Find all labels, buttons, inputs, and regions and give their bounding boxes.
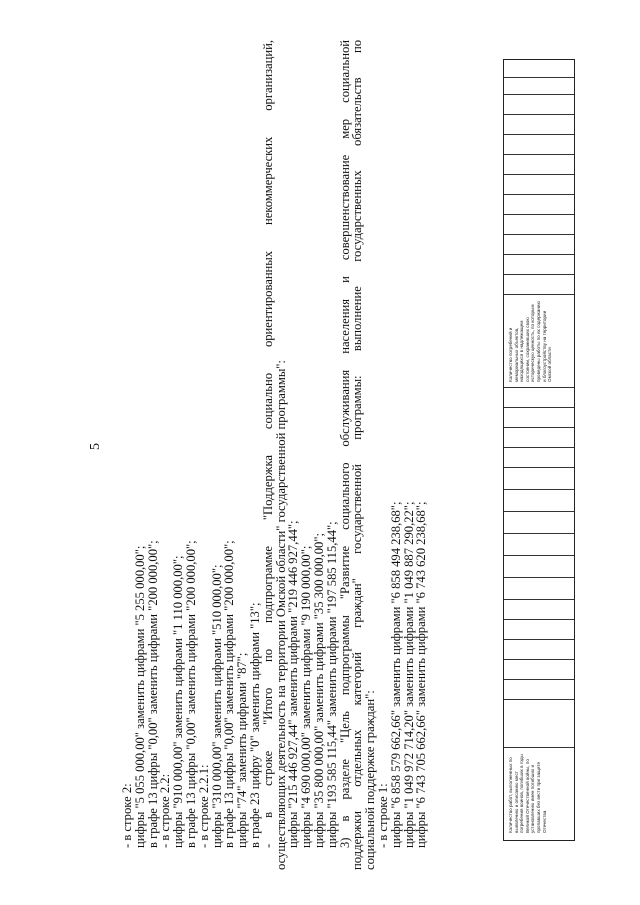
table-column-divider: [504, 489, 574, 490]
table-column-divider: [504, 234, 574, 235]
table-column-divider: [504, 679, 574, 680]
text-line: цифры "1 049 972 714,20" заменить цифрами "1 049 887 290,22";: [401, 501, 416, 848]
text-line: цифры "193 585 115,44" заменить цифрами "197 585 115,44";: [324, 521, 339, 848]
table-column-divider: [504, 619, 574, 620]
table-cell-text: Количество работ, выполненных по выявлению и описанию мест погребения воинов, погибших в годы Великой Отечественной войны, по установлению имен погибших и пропавших без вести при защите Отечества: [508, 754, 547, 833]
table-column-divider: [504, 699, 574, 700]
text-line: - в строке 2.2.1:: [196, 764, 211, 848]
table-column-divider: [504, 599, 574, 600]
table-column-divider: [504, 555, 574, 556]
text-line: цифры "5 055 000,00" заменить цифрами "5 255 000,00";: [132, 545, 147, 848]
table-column-divider: [504, 747, 574, 748]
text-line: в графе 13 цифры "0,00" заменить цифрами "200 000,00";: [222, 540, 237, 848]
amendment-text: [121, 40, 428, 870]
table-column-divider: [504, 533, 574, 534]
table-fragment: [503, 59, 575, 841]
text-line: цифры "6 858 579 662,66" заменить цифрами "6 858 494 238,68";: [388, 501, 403, 848]
page-number: 5: [88, 443, 103, 450]
text-line: осуществляющих деятельность на территории Омской области" государственной программы":: [273, 360, 288, 870]
table-column-divider: [504, 467, 574, 468]
text-line: 3) в разделе "Цель подпрограммы "Развитие социального обслуживания населения и совершенствование мер социальной: [337, 40, 352, 848]
table-column-divider: [504, 387, 574, 388]
table-column-divider: [504, 94, 574, 95]
table-column-divider: [504, 447, 574, 448]
text-line: - в строке 1:: [375, 783, 390, 848]
table-column-divider: [504, 274, 574, 275]
text-line: цифры "35 800 000,00" заменить цифрами "35 300 000,00";: [311, 533, 326, 848]
text-line: поддержки отдельных категорий граждан" государственной программы: выполнение государственных обязательств по: [350, 40, 365, 870]
text-line: социальной поддержке граждан":: [363, 690, 378, 870]
table-column-divider: [504, 174, 574, 175]
table-column-divider: [504, 114, 574, 115]
table-column-divider: [504, 294, 574, 295]
text-line: в графе 13 цифры "0,00" заменить цифрами "200 000,00";: [183, 540, 198, 848]
text-line: цифры "74" заменить цифрами "87";: [235, 652, 250, 848]
text-line: цифры "215 446 927,44" заменить цифрами "219 446 927,44";: [286, 520, 301, 848]
table-column-divider: [504, 511, 574, 512]
table-column-divider: [504, 254, 574, 255]
table-column-divider: [504, 194, 574, 195]
text-line: цифры "4 690 000,00" заменить цифрами "9 190 000,00";: [299, 545, 314, 848]
text-line: цифры "910 000,00" заменить цифрами "1 110 000,00";: [171, 555, 186, 848]
table-column-divider: [504, 659, 574, 660]
table-column-divider: [504, 134, 574, 135]
table-column-divider: [504, 407, 574, 408]
text-line: цифры "310 000,00" заменить цифрами "510 000,00";: [209, 564, 224, 848]
text-line: - в строке 2.2:: [158, 773, 173, 848]
table-column-divider: [504, 639, 574, 640]
table-grid: [504, 60, 574, 840]
text-line: - в строке 2:: [120, 783, 134, 848]
text-line: цифры "6 743 705 662,66" заменить цифрами "6 743 620 238,68";: [414, 501, 429, 848]
text-line: - в строке "Итого по подпрограмме "Поддержка социально ориентированных некоммерческих организаций,: [260, 40, 275, 848]
table-column-divider: [504, 154, 574, 155]
table-column-divider: [504, 214, 574, 215]
table-cell-text: Количество погребений и мемориальных объектов, находящихся в надлежащем состоянии, сохранивших свою историческую ценность, по которым проведены работы по их содержанию и благоустройству на территории Омской области: [508, 301, 553, 382]
text-line: в графе 13 цифры "0,00" заменить цифрами "200 000,00";: [145, 540, 160, 848]
table-column-divider: [504, 77, 574, 78]
text-line: в графе 23 цифру "0" заменить цифрами "13";: [247, 602, 262, 848]
table-column-divider: [504, 577, 574, 578]
table-column-divider: [504, 427, 574, 428]
